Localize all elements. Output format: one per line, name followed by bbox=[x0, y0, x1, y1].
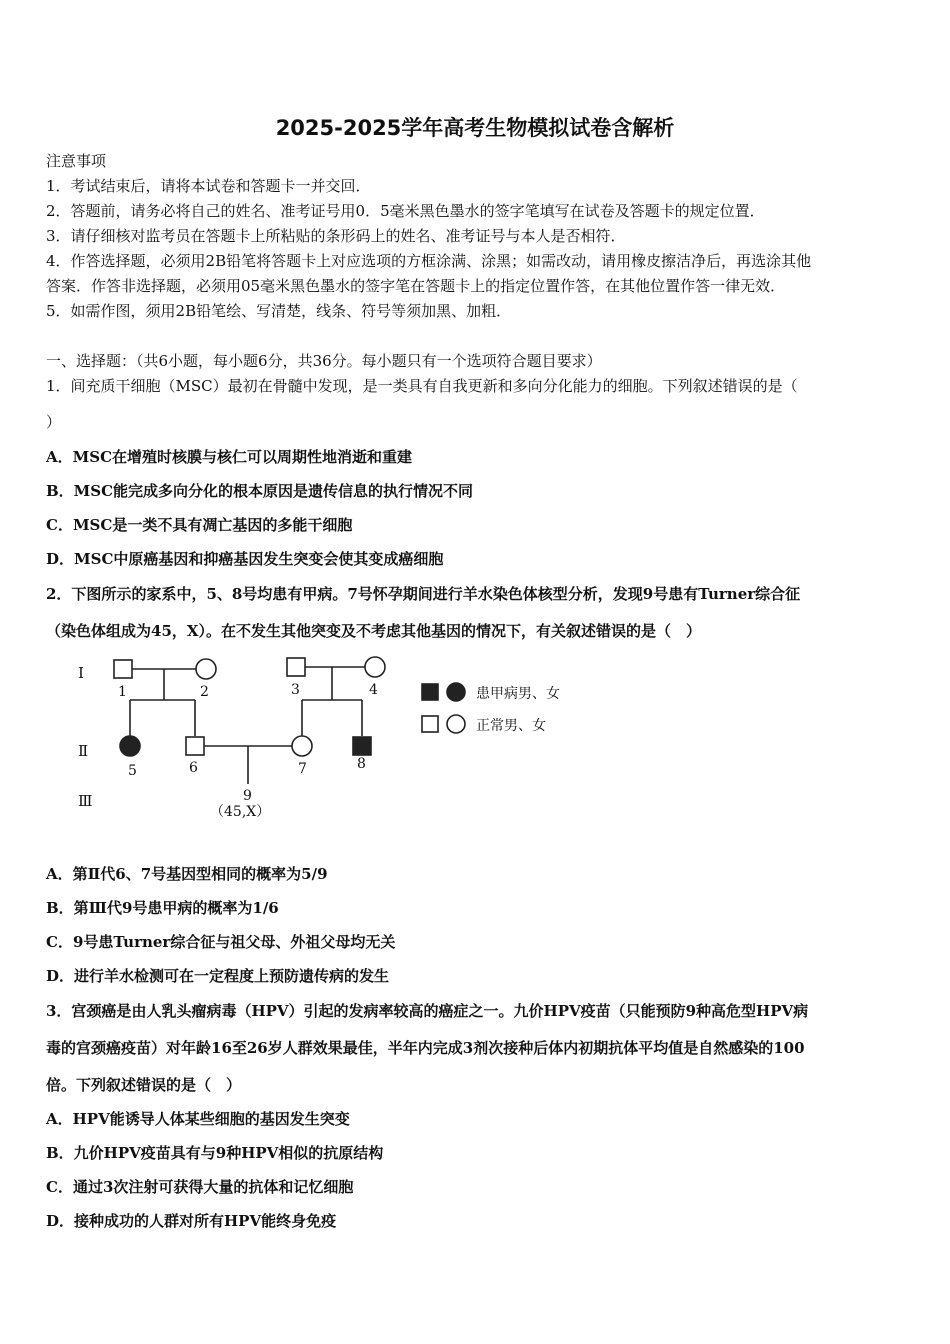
question-stem: 毒的宫颈癌疫苗）对年龄16至26岁人群效果最佳，半年内完成3剂次接种后体内初期抗体平均值是自然感染的100 bbox=[46, 1039, 805, 1057]
generation-label: Ⅰ bbox=[78, 664, 84, 682]
generation-label: Ⅲ bbox=[78, 792, 93, 810]
note-item: 3．请仔细核对监考员在答题卡上所粘贴的条形码上的姓名、准考证号与本人是否相符． bbox=[46, 227, 626, 245]
legend-normal: 正常男、女 bbox=[476, 718, 546, 734]
individual-number: 5 bbox=[128, 763, 137, 779]
question-stem: 倍。下列叙述错误的是（ ） bbox=[46, 1076, 242, 1094]
option-c: C．9号患Turner综合征与祖父母、外祖父母均无关 bbox=[46, 933, 396, 951]
individual-number: 8 bbox=[357, 756, 366, 772]
generation-label: Ⅱ bbox=[78, 742, 89, 760]
option-b: B．MSC能完成多向分化的根本原因是遗传信息的执行情况不同 bbox=[46, 482, 474, 500]
legend-affected: 患甲病男、女 bbox=[476, 686, 560, 702]
page-title: 2025-2025学年高考生物模拟试卷含解析 bbox=[275, 116, 675, 140]
option-d: D．MSC中原癌基因和抑癌基因发生突变会使其变成癌细胞 bbox=[46, 550, 444, 568]
section-heading: 一、选择题：（共6小题，每小题6分，共36分。每小题只有一个选项符合题目要求） bbox=[46, 352, 602, 370]
option-b: B．九价HPV疫苗具有与9种HPV相似的抗原结构 bbox=[46, 1144, 384, 1162]
individual-number: 6 bbox=[189, 760, 198, 776]
question-stem: 2．下图所示的家系中，5、8号均患有甲病。7号怀孕期间进行羊水染色体核型分析，发现9号患有Turner综合征 bbox=[46, 585, 801, 603]
note-item: 4．作答选择题，必须用2B铅笔将答题卡上对应选项的方框涂满、涂黑；如需改动，请用橡皮擦洁净后，再选涂其他 bbox=[46, 252, 812, 270]
question-stem: 1．间充质干细胞（MSC）最初在骨髓中发现，是一类具有自我更新和多向分化能力的细胞。下列叙述错误的是（ bbox=[46, 377, 798, 395]
option-c: C．通过3次注射可获得大量的抗体和记忆细胞 bbox=[46, 1178, 354, 1196]
note-item: 5．如需作图，须用2B铅笔绘、写清楚，线条、符号等须加黑、加粗． bbox=[46, 302, 512, 320]
pedigree-figure bbox=[60, 650, 600, 830]
question-stem: 3．宫颈癌是由人乳头瘤病毒（HPV）引起的发病率较高的癌症之一。九价HPV疫苗（只能预防9种高危型HPV病 bbox=[46, 1002, 809, 1020]
note-item: 答案．作答非选择题，必须用05毫米黑色墨水的签字笔在答题卡上的指定位置作答，在其他位置作答一律无效． bbox=[46, 277, 786, 295]
option-d: D．接种成功的人群对所有HPV能终身免疫 bbox=[46, 1212, 337, 1230]
note-item: 2．答题前，请务必将自己的姓名、准考证号用0．5毫米黑色墨水的签字笔填写在试卷及答题卡的规定位置． bbox=[46, 202, 765, 220]
individual-number: 9 bbox=[243, 788, 252, 804]
karyotype-label: （45,X） bbox=[210, 804, 271, 820]
notes-heading: 注意事项 bbox=[46, 152, 107, 170]
option-a: A．第Ⅱ代6、7号基因型相同的概率为5/9 bbox=[46, 865, 328, 883]
individual-number: 1 bbox=[118, 684, 127, 700]
individual-number: 2 bbox=[200, 684, 209, 700]
question-stem: （染色体组成为45，X）。在不发生其他突变及不考虑其他基因的情况下，有关叙述错误的是（ ） bbox=[46, 622, 702, 640]
individual-number: 4 bbox=[369, 682, 378, 698]
question-stem: ） bbox=[46, 413, 62, 431]
option-c: C．MSC是一类不具有凋亡基因的多能干细胞 bbox=[46, 516, 353, 534]
option-a: A．HPV能诱导人体某些细胞的基因发生突变 bbox=[46, 1110, 350, 1128]
option-b: B．第Ⅲ代9号患甲病的概率为1/6 bbox=[46, 899, 279, 917]
individual-number: 3 bbox=[291, 682, 300, 698]
note-item: 1．考试结束后，请将本试卷和答题卡一并交回． bbox=[46, 177, 371, 195]
individual-number: 7 bbox=[298, 761, 307, 777]
option-d: D．进行羊水检测可在一定程度上预防遗传病的发生 bbox=[46, 967, 390, 985]
option-a: A．MSC在增殖时核膜与核仁可以周期性地消逝和重建 bbox=[46, 448, 413, 466]
